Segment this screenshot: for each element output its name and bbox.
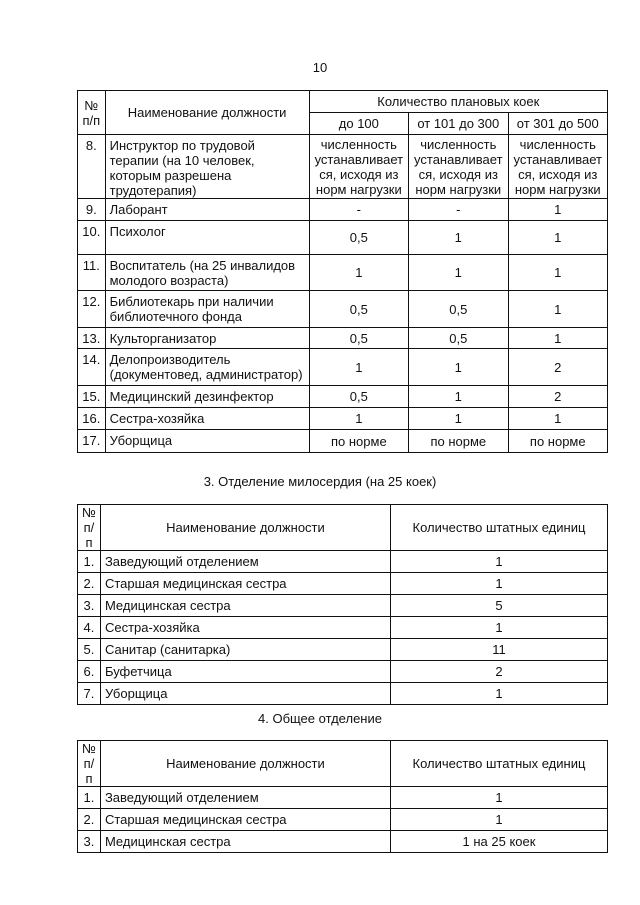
row-name: Лаборант: [105, 199, 309, 221]
table-header-row: [78, 741, 608, 787]
row-name: Медицинская сестра: [100, 595, 390, 617]
row-name: Заведующий отделением: [100, 551, 390, 573]
row-value: 1: [309, 349, 408, 386]
row-value: по норме: [309, 430, 408, 453]
row-num: 11.: [78, 255, 106, 291]
row-count: 1 на 25 коек: [390, 831, 607, 853]
staffing-table-beds: [77, 90, 608, 453]
row-num: 16.: [78, 408, 106, 430]
row-value: 1: [409, 349, 508, 386]
table-row: [78, 135, 608, 199]
row-count: 1: [390, 683, 607, 705]
row-value: 1: [508, 255, 607, 291]
row-num: 12.: [78, 291, 106, 328]
row-value: 1: [409, 408, 508, 430]
row-value: 1: [409, 255, 508, 291]
row-num: 7.: [78, 683, 101, 705]
table-header-row: [78, 91, 608, 113]
row-num: 2.: [78, 809, 101, 831]
staffing-table-mercy-ward: [77, 504, 608, 705]
row-value: -: [409, 199, 508, 221]
table-row: [78, 809, 608, 831]
header-staff-count: Количество штатных единиц: [390, 741, 607, 787]
row-name: Делопроизводитель (документовед, администратор): [105, 349, 309, 386]
row-value: 1: [508, 328, 607, 349]
row-value: 1: [309, 408, 408, 430]
row-value: 1: [508, 408, 607, 430]
table-row: [78, 221, 608, 255]
header-position-name: Наименование должности: [100, 741, 390, 787]
table-row: [78, 386, 608, 408]
row-num: 4.: [78, 617, 101, 639]
header-num: № п/п: [78, 505, 101, 551]
row-num: 6.: [78, 661, 101, 683]
row-value: 2: [508, 386, 607, 408]
table-row: [78, 831, 608, 853]
row-value: численность устанавливает ся, исходя из норм нагрузки: [508, 135, 607, 199]
row-name: Уборщица: [105, 430, 309, 453]
table-row: [78, 349, 608, 386]
row-count: 1: [390, 551, 607, 573]
row-num: 2.: [78, 573, 101, 595]
header-col-301-500: от 301 до 500: [508, 113, 607, 135]
row-name: Воспитатель (на 25 инвалидов молодого возраста): [105, 255, 309, 291]
row-value: по норме: [508, 430, 607, 453]
row-value: 1: [508, 291, 607, 328]
row-name: Буфетчица: [100, 661, 390, 683]
table-row: [78, 639, 608, 661]
row-value: по норме: [409, 430, 508, 453]
row-count: 1: [390, 787, 607, 809]
row-value: 0,5: [409, 291, 508, 328]
row-value: 0,5: [409, 328, 508, 349]
row-num: 9.: [78, 199, 106, 221]
row-value: 1: [508, 221, 607, 255]
row-value: 0,5: [309, 291, 408, 328]
staffing-table-general-ward: [77, 740, 608, 853]
row-num: 8.: [78, 135, 106, 199]
page-number: 10: [312, 60, 328, 75]
table-row: [78, 617, 608, 639]
row-num: 15.: [78, 386, 106, 408]
table-row: [78, 551, 608, 573]
row-num: 3.: [78, 831, 101, 853]
table-header-row: [78, 505, 608, 551]
row-name: Культорганизатор: [105, 328, 309, 349]
row-value: 0,5: [309, 328, 408, 349]
section-3-title: 3. Отделение милосердия (на 25 коек): [203, 474, 437, 489]
row-num: 13.: [78, 328, 106, 349]
table-row: [78, 661, 608, 683]
row-count: 1: [390, 809, 607, 831]
header-num: № п/п: [78, 741, 101, 787]
row-name: Заведующий отделением: [100, 787, 390, 809]
table-row: [78, 573, 608, 595]
table-row: [78, 787, 608, 809]
row-value: 1: [508, 199, 607, 221]
table-row: [78, 328, 608, 349]
row-name: Медицинский дезинфектор: [105, 386, 309, 408]
header-position-name: Наименование должности: [100, 505, 390, 551]
header-num: № п/п: [78, 91, 106, 135]
row-name: Старшая медицинская сестра: [100, 573, 390, 595]
header-staff-count: Количество штатных единиц: [390, 505, 607, 551]
table-row: [78, 683, 608, 705]
row-num: 14.: [78, 349, 106, 386]
row-value: 1: [409, 386, 508, 408]
row-name: Сестра-хозяйка: [100, 617, 390, 639]
table-row: [78, 199, 608, 221]
row-num: 1.: [78, 787, 101, 809]
row-name: Медицинская сестра: [100, 831, 390, 853]
row-num: 1.: [78, 551, 101, 573]
row-num: 5.: [78, 639, 101, 661]
row-value: численность устанавливает ся, исходя из норм нагрузки: [409, 135, 508, 199]
row-value: 0,5: [309, 221, 408, 255]
row-name: Старшая медицинская сестра: [100, 809, 390, 831]
row-name: Санитар (санитарка): [100, 639, 390, 661]
row-count: 5: [390, 595, 607, 617]
row-count: 1: [390, 617, 607, 639]
row-name: Психолог: [105, 221, 309, 255]
row-name: Уборщица: [100, 683, 390, 705]
table-row: [78, 408, 608, 430]
row-value: 1: [309, 255, 408, 291]
row-name: Библиотекарь при наличии библиотечного фонда: [105, 291, 309, 328]
section-4-title: 4. Общее отделение: [258, 711, 382, 726]
row-count: 1: [390, 573, 607, 595]
row-value: 1: [409, 221, 508, 255]
row-name: Инструктор по трудовой терапии (на 10 человек, которым разрешена трудотерапия): [105, 135, 309, 199]
row-value: 2: [508, 349, 607, 386]
row-name: Сестра-хозяйка: [105, 408, 309, 430]
table-row: [78, 430, 608, 453]
row-count: 11: [390, 639, 607, 661]
header-col-101-300: от 101 до 300: [409, 113, 508, 135]
table-row: [78, 595, 608, 617]
header-bed-count: Количество плановых коек: [309, 91, 607, 113]
row-value: численность устанавливает ся, исходя из норм нагрузки: [309, 135, 408, 199]
row-count: 2: [390, 661, 607, 683]
row-value: -: [309, 199, 408, 221]
row-value: 0,5: [309, 386, 408, 408]
row-num: 17.: [78, 430, 106, 453]
table-row: [78, 291, 608, 328]
row-num: 3.: [78, 595, 101, 617]
row-num: 10.: [78, 221, 106, 255]
header-position-name: Наименование должности: [105, 91, 309, 135]
header-col-up-to-100: до 100: [309, 113, 408, 135]
table-row: [78, 255, 608, 291]
